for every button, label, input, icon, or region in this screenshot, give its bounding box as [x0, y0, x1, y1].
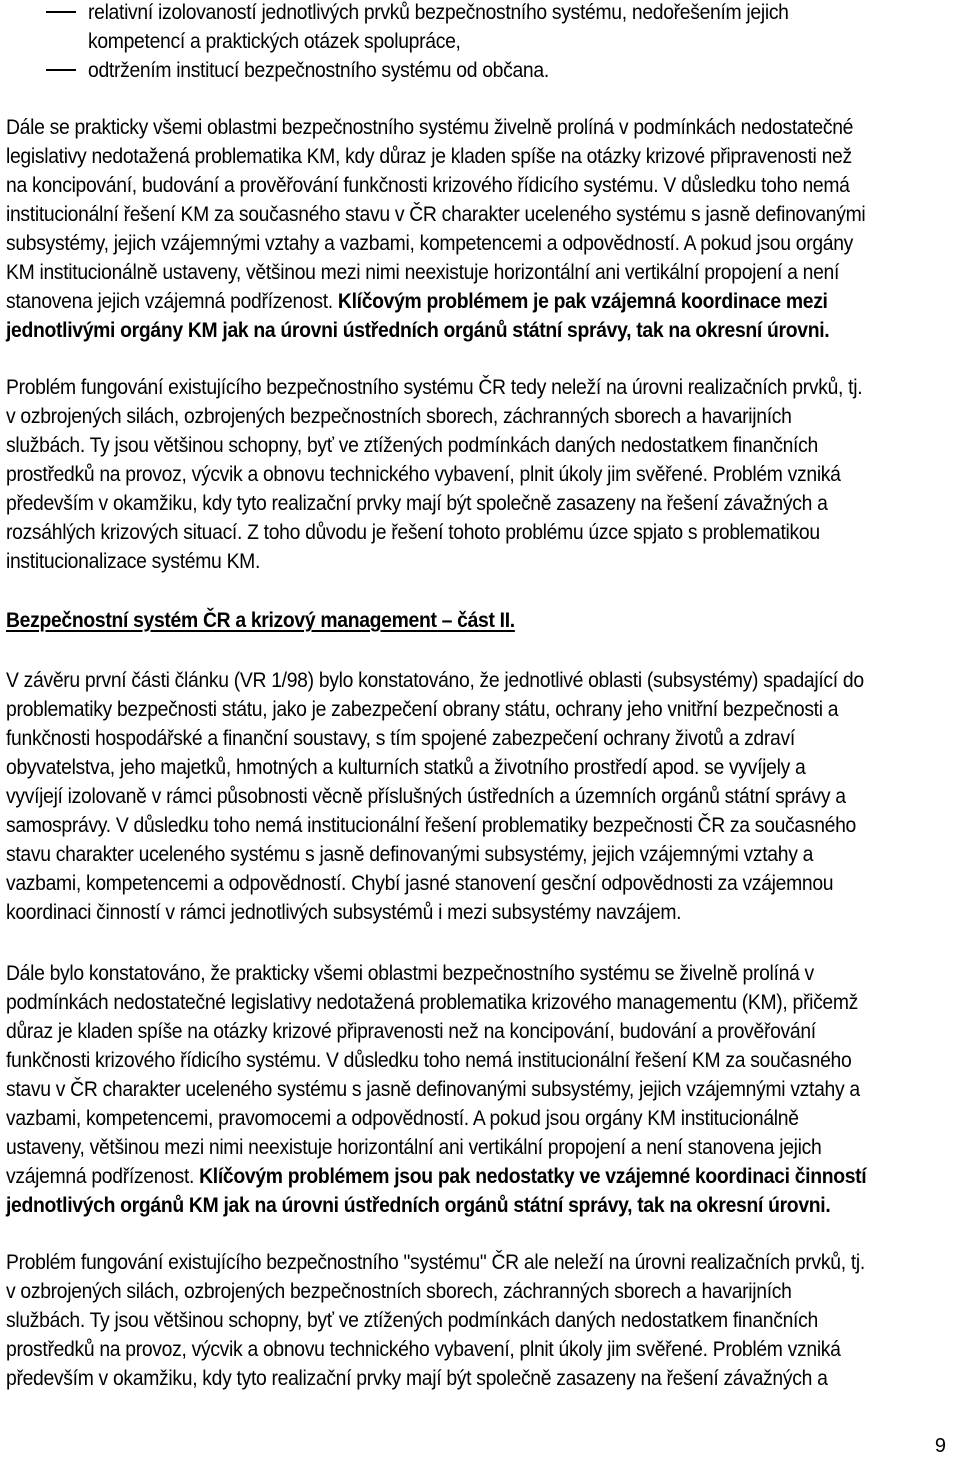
paragraph-line: důraz je kladen spíše na otázky krizové připravenosti než na koncipování, budování a prověřování [6, 1019, 816, 1043]
paragraph-line: rozsáhlých krizových situací. Z toho důvodu je řešení tohoto problému úzce spjato s problematikou [6, 520, 820, 544]
paragraph-line: službách. Ty jsou většinou schopny, byť ve ztížených podmínkách daných nedostatkem finančních [6, 1308, 818, 1332]
paragraph-line: v ozbrojených silách, ozbrojených bezpečnostních sborech, záchranných sborech a havarijních [6, 404, 792, 428]
paragraph-line: funkčnosti hospodářské a finanční soustavy, s tím spojené zabezpečení ochrany životů a zdraví [6, 726, 795, 750]
paragraph-line: Dále se prakticky všemi oblastmi bezpečnostního systému živelně prolíná v podmínkách nedostatečné [6, 115, 854, 139]
paragraph-line: subsystémy, jejich vzájemnými vztahy a vazbami, kompetencemi a odpovědností. A pokud jsou orgány [6, 231, 854, 255]
paragraph [6, 113, 960, 345]
paragraph [6, 1248, 960, 1393]
paragraph-line: Dále bylo konstatováno, že prakticky všemi oblastmi bezpečnostního systému se živelně prolíná v [6, 961, 814, 985]
paragraph-line: institucionální řešení KM za současného stavu v ČR charakter uceleného systému s jasně definovanými [6, 202, 866, 226]
paragraph-line: na koncipování, budování a prověřování funkčnosti krizového řídicího systému. V důsledku toho nemá [6, 173, 850, 197]
list-item-line: odtržením institucí bezpečnostního systému od občana. [88, 58, 549, 82]
paragraph [6, 666, 960, 927]
key-problem-text: Klíčovým problémem je pak vzájemná koordinace mezi [337, 289, 828, 313]
paragraph-line: vazbami, kompetencemi a odpovědností. Chybí jasné stanovení gesční odpovědnosti za vzájemnou [6, 871, 834, 895]
paragraph-line: ustaveny, většinou mezi nimi neexistuje horizontální ani vertikální propojení a není stanovena jejich [6, 1135, 822, 1159]
paragraph-line: samosprávy. V důsledku toho nemá institucionální řešení problematiky bezpečnosti ČR za současného [6, 813, 856, 837]
paragraph-line: V závěru první části článku (VR 1/98) bylo konstatováno, že jednotlivé oblasti (subsystémy) spadající do [6, 668, 864, 692]
paragraph-text: vzájemná podřízenost. [6, 1164, 200, 1188]
paragraph-line: Problém fungování existujícího bezpečnostního "systému" ČR ale neleží na úrovni realizačních prvků, tj. [6, 1250, 865, 1274]
paragraph-line: KM institucionálně ustaveny, většinou mezi nimi neexistuje horizontální ani vertikální propojení a není [6, 260, 840, 284]
paragraph-line: obyvatelstva, jeho majetků, hmotných a kulturních statků a životního prostředí apod. se vyvíjely a [6, 755, 806, 779]
page-number: 9 [934, 1435, 946, 1457]
list-item-line: relativní izolovaností jednotlivých prvků bezpečnostního systému, nedořešením jejich [88, 0, 789, 24]
paragraph-line: problematiky bezpečnosti státu, jako je zabezpečení obrany státu, ochrany jeho vnitřní bezpečnosti a [6, 697, 839, 721]
key-problem-line: jednotlivými orgány KM jak na úrovni ústředních orgánů státní správy, tak na okresní úrovni. [6, 318, 830, 342]
paragraph-line: koordinaci činností v rámci jednotlivých subsystémů i mezi subsystémy navzájem. [6, 900, 682, 924]
paragraph-line: především v okamžiku, kdy tyto realizační prvky mají být společně zasazeny na řešení závažných a [6, 1366, 828, 1390]
list-item-line: kompetencí a praktických otázek spolupráce, [88, 29, 461, 53]
section-heading-text: Bezpečnostní systém ČR a krizový management – část II. [6, 608, 515, 632]
paragraph-line: stavu v ČR charakter uceleného systému s jasně definovanými subsystémy, jejich vzájemnými vztahy a [6, 1077, 860, 1101]
paragraph-line: funkčnosti krizového řídicího systému. V důsledku toho nemá institucionální řešení KM za současného [6, 1048, 852, 1072]
key-problem-line: jednotlivých orgánů KM jak na úrovni ústředních orgánů státní správy, tak na okresní úrovni. [6, 1193, 831, 1217]
paragraph-text: stanovena jejich vzájemná podřízenost. [6, 289, 338, 313]
dash-marker [46, 11, 76, 13]
paragraph [6, 959, 960, 1220]
paragraph-line: institucionalizace systému KM. [6, 549, 261, 573]
key-problem-text: Klíčovým problémem jsou pak nedostatky ve vzájemné koordinaci činností [199, 1164, 867, 1188]
paragraph-line: prostředků na provoz, výcvik a obnovu technického vybavení, plnit úkoly jim svěřené. Problém vzniká [6, 1337, 841, 1361]
paragraph-line: především v okamžiku, kdy tyto realizační prvky mají být společně zasazeny na řešení závažných a [6, 491, 828, 515]
paragraph-line: vazbami, kompetencemi, pravomocemi a odpovědností. A pokud jsou orgány KM institucionálně [6, 1106, 799, 1130]
paragraph-line: legislativy nedotažená problematika KM, kdy důraz je kladen spíše na otázky krizové připravenosti než [6, 144, 852, 168]
paragraph-line [6, 1162, 960, 1191]
paragraph-line: prostředků na provoz, výcvik a obnovu technického vybavení, plnit úkoly jim svěřené. Problém vzniká [6, 462, 841, 486]
paragraph-line: vyvíjejí izolovaně v rámci působnosti věcně příslušných ústředních a územních orgánů státní správy a [6, 784, 846, 808]
paragraph-line: stavu charakter uceleného systému s jasně definovanými subsystémy, jejich vzájemnými vztahy a [6, 842, 814, 866]
paragraph-line [6, 287, 960, 316]
paragraph-line: službách. Ty jsou většinou schopny, byť ve ztížených podmínkách daných nedostatkem finančních [6, 433, 818, 457]
dash-marker [46, 69, 76, 71]
paragraph-line: podmínkách nedostatečné legislativy nedotažená problematika krizového managementu (KM), přičemž [6, 990, 859, 1014]
paragraph-line: Problém fungování existujícího bezpečnostního systému ČR tedy neleží na úrovni realizačních prvků, tj. [6, 375, 863, 399]
paragraph-line: v ozbrojených silách, ozbrojených bezpečnostních sborech, záchranných sborech a havarijních [6, 1279, 792, 1303]
section-heading [6, 606, 960, 635]
paragraph [6, 373, 960, 576]
